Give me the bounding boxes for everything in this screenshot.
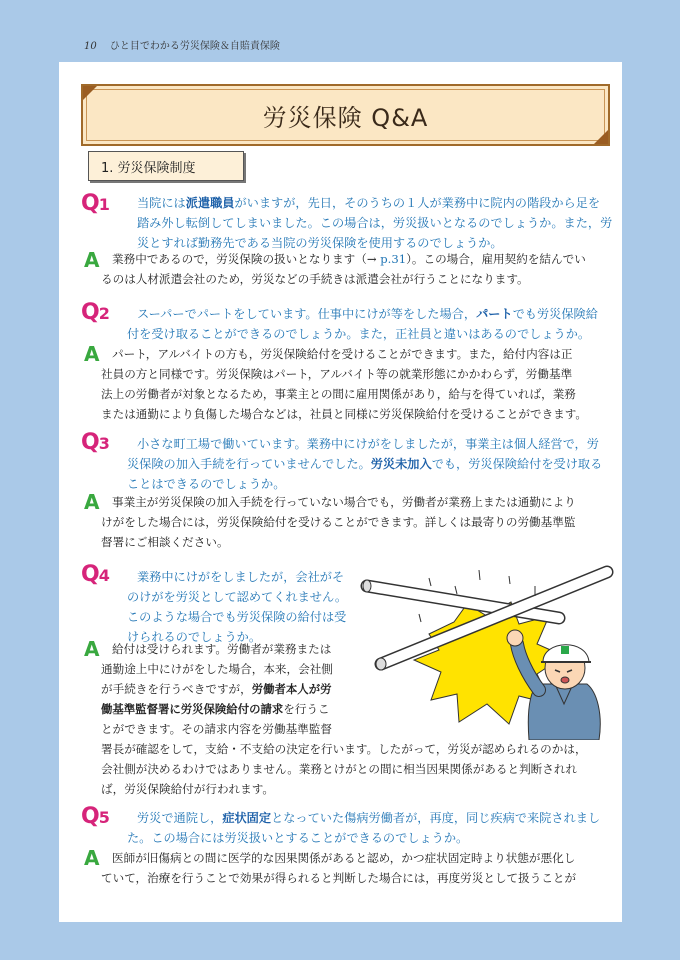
chapter-banner — [81, 84, 610, 146]
a3-label: A — [84, 490, 100, 514]
worker-injury-illustration — [359, 564, 617, 740]
a5-answer: 医師が旧傷病との間に医学的な因果関係があると認め，かつ症状固定時より状態が悪化し ていて，治療を行うことで効果が得られると判断した場合には，再度労災として扱うことが — [101, 851, 577, 885]
q4-question: 業務中にけがをしましたが，会社がそ のけがを労災として認めてくれません。 このような場合でも労災保険の給付は受 けられるのでしょうか。 — [127, 570, 348, 644]
page-number: 10 — [84, 41, 97, 52]
q4-label: Q4 — [81, 562, 109, 587]
q3-label: Q3 — [81, 430, 109, 455]
q3-question: 小さな町工場で働いています。業務中にけがをしましたが，事業主は個人経営で，労 災保険の加入手続を行っていませんでした。労災未加入でも，労災保険給付を受け取る ことはできるのでしょうか。 — [127, 437, 603, 491]
q2-label: Q2 — [81, 300, 109, 325]
section-label: 1. 労災保険制度 — [101, 161, 196, 176]
q5-label: Q5 — [81, 804, 109, 829]
a1-label: A — [84, 248, 100, 272]
q5-question: 労災で通院し，症状固定となっていた傷病労働者が，再度，同じ疾病で来院されまし た。この場合には労災扱いとすることができるのでしょうか。 — [127, 811, 601, 845]
a5-label: A — [84, 846, 100, 870]
q1-label: Q1 — [81, 191, 109, 216]
a2-label: A — [84, 342, 100, 366]
running-header — [84, 37, 280, 52]
q1-question: 当院には派遣職員がいますが，先日，そのうちの１人が業務中に院内の階段から足を 踏み外し転倒してしまいました。この場合は，労災扱いとなるのでしょうか。また，労 災とすれば勤務先である当院の労災保険を使用するのでしょうか。 — [137, 196, 613, 250]
page-content — [59, 62, 622, 922]
chapter-title: 労災保険 Q&A — [262, 104, 429, 132]
section-heading — [88, 151, 244, 181]
a4-answer: 給付は受けられます。労働者が業務または 通勤途上中にけがをした場合，本来，会社側 が手続きを行うべきですが，労働者本人が労 働基準監督署に労災保険給付の請求を行うこ とができます。その請求内容を労働基準監督 署長が確認をして，支給・不支給の決定を行います。したがって，労災が認められるのかは， 会社側が決めるわけではありません。業務とけがとの間に相当因果関係があると判断されれ ば，労災保険給付が行われます。 — [101, 642, 587, 796]
book-title: ひと目でわかる労災保険＆自賠責保険 — [109, 41, 280, 52]
a4-label: A — [84, 637, 100, 661]
q2-question: スーパーでパートをしています。仕事中にけが等をした場合，パートでも労災保険給 付を受け取ることができるのでしょうか。また，正社員と違いはあるのでしょうか。 — [127, 307, 598, 341]
a3-answer: 事業主が労災保険の加入手続を行っていない場合でも，労働者が業務上または通勤により けがをした場合には，労災保険給付を受けることができます。詳しくは最寄りの労働基準監 督署にご相談ください。 — [101, 495, 576, 549]
a1-answer: 業務中であるので，労災保険の扱いとなります（→ p.31）。この場合，雇用契約を結んでい るのは人材派遣会社のため，労災などの手続きは派遣会社が行うことになります。 — [101, 252, 586, 286]
a2-answer: パート，アルバイトの方も，労災保険給付を受けることができます。また，給付内容は正 社員の方と同様です。労災保険はパート，アルバイト等の就業形態にかかわらず，労働基準 法上の労働者が対象となるため，事業主との間に雇用関係があり，給与を得ていれば，業務 または通勤により負傷した場合などは，社員と同様に労災保険給付を受けることができます。 — [101, 347, 588, 421]
